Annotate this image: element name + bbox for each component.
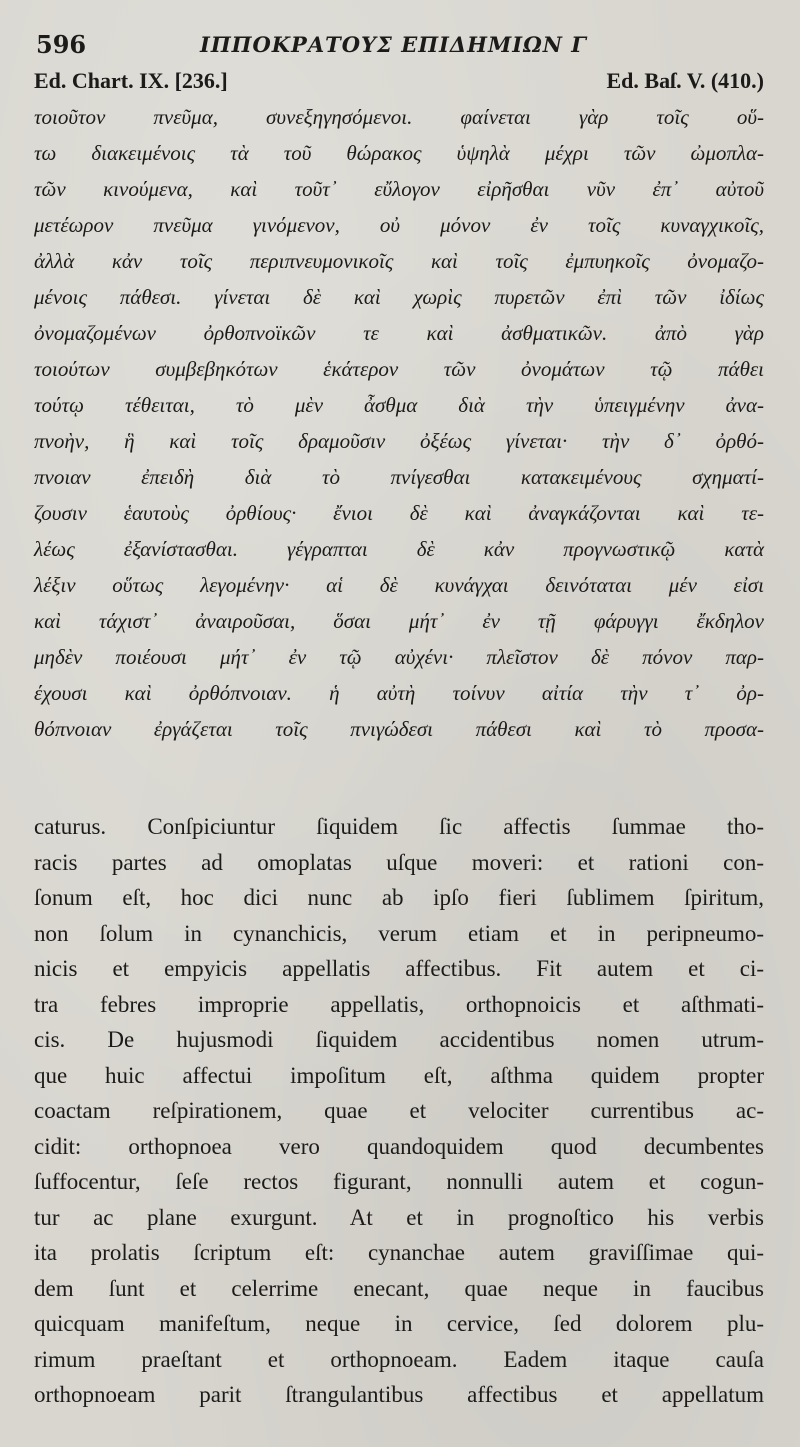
greek-text-line: μένοις πάθεσι. γίνεται δὲ καὶ χωρὶς πυρετῶν ἐπὶ τῶν ἰδίως	[34, 285, 764, 309]
greek-text-line: ζουσιν ἑαυτοὺς ὀρθίους· ἔνιοι δὲ καὶ ἀναγκάζονται καὶ τε-	[34, 501, 764, 525]
latin-text-line: dem ſunt et celerrime enecant, quae neque in faucibus	[34, 1275, 764, 1301]
latin-text-line: ſuffocentur, ſeſe rectos figurant, nonnulli autem et cogun-	[34, 1169, 764, 1194]
greek-text-line: πνοιαν ἐπειδὴ διὰ τὸ πνίγεσθαι κατακειμένους σχηματί-	[34, 465, 764, 489]
latin-text-line: orthopnoeam parit ſtrangulantibus affectibus et appellatum	[34, 1382, 764, 1407]
greek-text-line: ὀνομαζομένων ὀρθοπνοϊκῶν τε καὶ ἀσθματικῶν. ἀπὸ γὰρ	[34, 321, 764, 345]
edition-reference-chartier: Ed. Chart. IX. [236.]	[34, 68, 228, 93]
latin-text-line: rimum praeſtant et orthopnoeam. Eadem itaque cauſa	[34, 1346, 764, 1372]
edition-reference-basel: Ed. Baſ. V. (410.)	[606, 68, 764, 93]
greek-text-line: τω διακειμένοις τὰ τοῦ θώρακος ὑψηλὰ μέχρι τῶν ὠμοπλα-	[34, 141, 764, 165]
greek-text-line: τῶν κινούμενα, καὶ τοῦτ᾽ εὔλογον εἰρῆσθαι νῦν ἐπ᾽ αὐτοῦ	[34, 177, 764, 201]
latin-text-line: caturus. Conſpiciuntur ſiquidem ſic affectis ſummae tho-	[34, 814, 764, 839]
latin-text-line: cis. De hujusmodi ſiquidem accidentibus nomen utrum-	[34, 1027, 764, 1052]
greek-text-line: ἀλλὰ κἀν τοῖς περιπνευμονικοῖς καὶ τοῖς ἐμπυηκοῖς ὀνομαζο-	[34, 249, 764, 273]
running-title: ΙΠΠΟΚΡΑΤΟΥΣ ΕΠΙΔΗΜΙΩΝ Γ	[200, 32, 588, 57]
greek-text-line: λέως ἐξανίστασθαι. γέγραπται δὲ κἀν προγνωστικῷ κατὰ	[34, 537, 764, 561]
greek-text-line: καὶ τάχιστ᾽ ἀναιροῦσαι, ὅσαι μήτ᾽ ἐν τῇ φάρυγγι ἔκδηλον	[34, 609, 764, 633]
greek-text-line: μετέωρον πνεῦμα γινόμενον, οὐ μόνον ἐν τοῖς κυναγχικοῖς,	[34, 213, 764, 237]
edition-reference-row	[34, 68, 764, 96]
page-number: 596	[36, 30, 87, 59]
greek-text-line: πνοὴν, ἣ καὶ τοῖς δραμοῦσιν ὀξέως γίνεται· τὴν δ᾽ ὀρθό-	[34, 429, 764, 453]
greek-text-block	[34, 100, 764, 748]
latin-text-line: ita prolatis ſcriptum eſt: cynanchae autem graviſſimae qui-	[34, 1240, 764, 1265]
latin-text-line: tur ac plane exurgunt. At et in prognoſtico his verbis	[34, 1204, 764, 1230]
greek-text-line: τούτῳ τέθειται, τὸ μὲν ἆσθμα διὰ τὴν ὑπειγμένην ἀνα-	[34, 393, 764, 417]
latin-text-line: racis partes ad omoplatas uſque moveri: et rationi con-	[34, 849, 764, 875]
latin-text-line: ſonum eſt, hoc dici nunc ab ipſo fieri ſublimem ſpiritum,	[34, 885, 764, 910]
greek-text-line: τοιούτων συμβεβηκότων ἑκάτερον τῶν ὀνομάτων τῷ πάθει	[34, 357, 764, 381]
latin-text-line: quicquam manifeſtum, neque in cervice, ſed dolorem plu-	[34, 1311, 764, 1336]
greek-text-line: μηδὲν ποιέουσι μήτ᾽ ἐν τῷ αὐχένι· πλεῖστον δὲ πόνον παρ-	[34, 645, 764, 669]
latin-text-line: coactam reſpirationem, quae et velociter currentibus ac-	[34, 1098, 764, 1123]
latin-text-line: nicis et empyicis appellatis affectibus. Fit autem et ci-	[34, 956, 764, 981]
greek-text-line: θόπνοιαν ἐργάζεται τοῖς πνιγώδεσι πάθεσι καὶ τὸ προσα-	[34, 717, 764, 741]
latin-text-line: cidit: orthopnoea vero quandoquidem quod decumbentes	[34, 1133, 764, 1159]
latin-text-line: tra febres improprie appellatis, orthopnoicis et aſthmati-	[34, 991, 764, 1017]
latin-text-line: non ſolum in cynanchicis, verum etiam et in peripneumo-	[34, 920, 764, 946]
latin-text-block	[34, 810, 764, 1414]
greek-text-line: τοιοῦτον πνεῦμα, συνεξηγησόμενοι. φαίνεται γὰρ τοῖς οὕ-	[34, 105, 764, 129]
latin-text-line: que huic affectui impoſitum eſt, aſthma quidem propter	[34, 1062, 764, 1088]
greek-text-line: έχουσι καὶ ὀρθόπνοιαν. ἡ αὐτὴ τοίνυν αἰτία τὴν τ᾽ ὀρ-	[34, 681, 764, 705]
page-header	[30, 28, 770, 62]
greek-text-line: λέξιν οὕτως λεγομένην· αἱ δὲ κυνάγχαι δεινόταται μέν εἰσι	[34, 573, 764, 597]
